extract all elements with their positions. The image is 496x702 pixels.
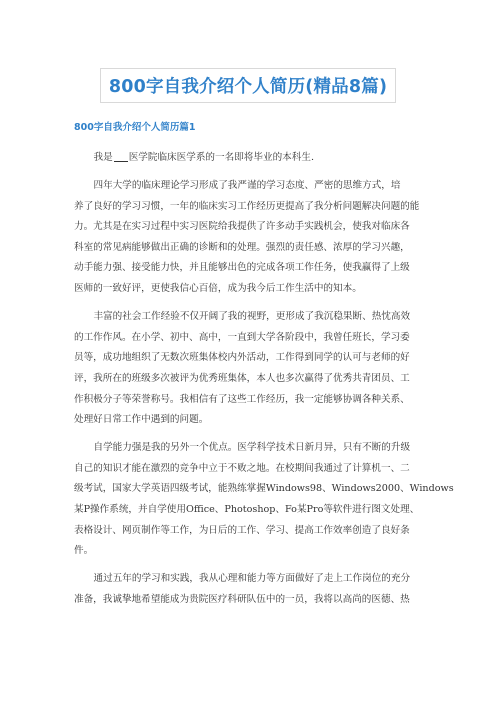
fill-in-blank — [114, 151, 128, 162]
paragraph-line: 自学能力强是我的另外一个优点。医学科学技术日新月异，只有不断的升级 — [93, 442, 411, 454]
document-body — [74, 118, 454, 618]
paragraph-line: 通过五年的学习和实践，我从心理和能力等方面做好了走上工作岗位的充分 — [93, 573, 411, 585]
paragraph-line: 级考试，国家大学英语四级考试，能熟练掌握Windows98、Windows2000、Windows — [74, 483, 454, 495]
section-heading: 800字自我介绍个人简历篇1 — [74, 122, 196, 133]
paragraph-line: 评，我所在的班级多次被评为优秀班集体，本人也多次赢得了优秀共青团员、工 — [74, 372, 410, 384]
text-fragment: 我是 — [93, 152, 113, 163]
title-area — [0, 68, 496, 103]
paragraph-line: 作积极分子等荣誉称号。我相信有了这些工作经历，我一定能够协调各种关系、 — [74, 393, 410, 405]
paragraph-line: 动手能力强、接受能力快，并且能够出色的完成各项工作任务，使我赢得了上级 — [74, 262, 410, 274]
paragraph-line — [74, 148, 422, 169]
paragraph-line: 处理好日常工作中遇到的问题。 — [74, 414, 209, 426]
paragraph-1 — [74, 148, 422, 169]
paragraph-3 — [74, 307, 422, 431]
paragraph-4 — [74, 438, 454, 562]
paragraph-line: 养了良好的学习习惯，一年的临床实习工作经历更提高了我分析问题解决问题的能 — [74, 200, 420, 212]
paragraph-line: 件。 — [74, 545, 94, 557]
text-fragment: 医学院临床医学系的一名即将毕业的本科生. — [128, 152, 315, 163]
paragraph-line: 表格设计、网页制作等工作，为日后的工作、学习、提高工作效率创造了良好条 — [74, 524, 410, 536]
paragraph-line: 自己的知识才能在激烈的竞争中立于不败之地。在校期间我通过了计算机一、二 — [74, 462, 410, 474]
document-title: 800字自我介绍个人简历(精品8篇) — [108, 77, 388, 97]
paragraph-line: 力。尤其是在实习过程中实习医院给我提供了许多动手实践机会，使我对临床各 — [74, 221, 410, 233]
paragraph-line: 科室的常见病能够做出正确的诊断和的处理。强烈的责任感、浓厚的学习兴趣， — [74, 241, 410, 253]
paragraph-line: 员等，成功地组织了无数次班集体校内外活动，工作得到同学的认可与老师的好 — [74, 352, 410, 364]
paragraph-line: 的工作作风。在小学、初中、高中，一直到大学各阶段中，我曾任班长，学习委 — [74, 331, 410, 343]
paragraph-line: 准备，我诚挚地希望能成为贵院医疗科研队伍中的一员，我将以高尚的医德、热 — [74, 593, 410, 605]
paragraph-line: 某P操作系统，并自学使用Office、Photoshop、Fo某Pro等软件进行图文处理、 — [74, 504, 420, 515]
title-box — [100, 68, 396, 103]
paragraph-line: 四年大学的临床理论学习形成了我严谨的学习态度、严密的思维方式，培 — [93, 180, 401, 192]
paragraph-2 — [74, 176, 422, 300]
paragraph-line: 丰富的社会工作经验不仅开阔了我的视野，更形成了我沉稳果断、热忱高效 — [93, 311, 411, 323]
paragraph-line: 医师的一致好评，更使我信心百倍，成为我今后工作生活中的知本。 — [74, 283, 362, 295]
paragraph-5 — [74, 569, 422, 610]
